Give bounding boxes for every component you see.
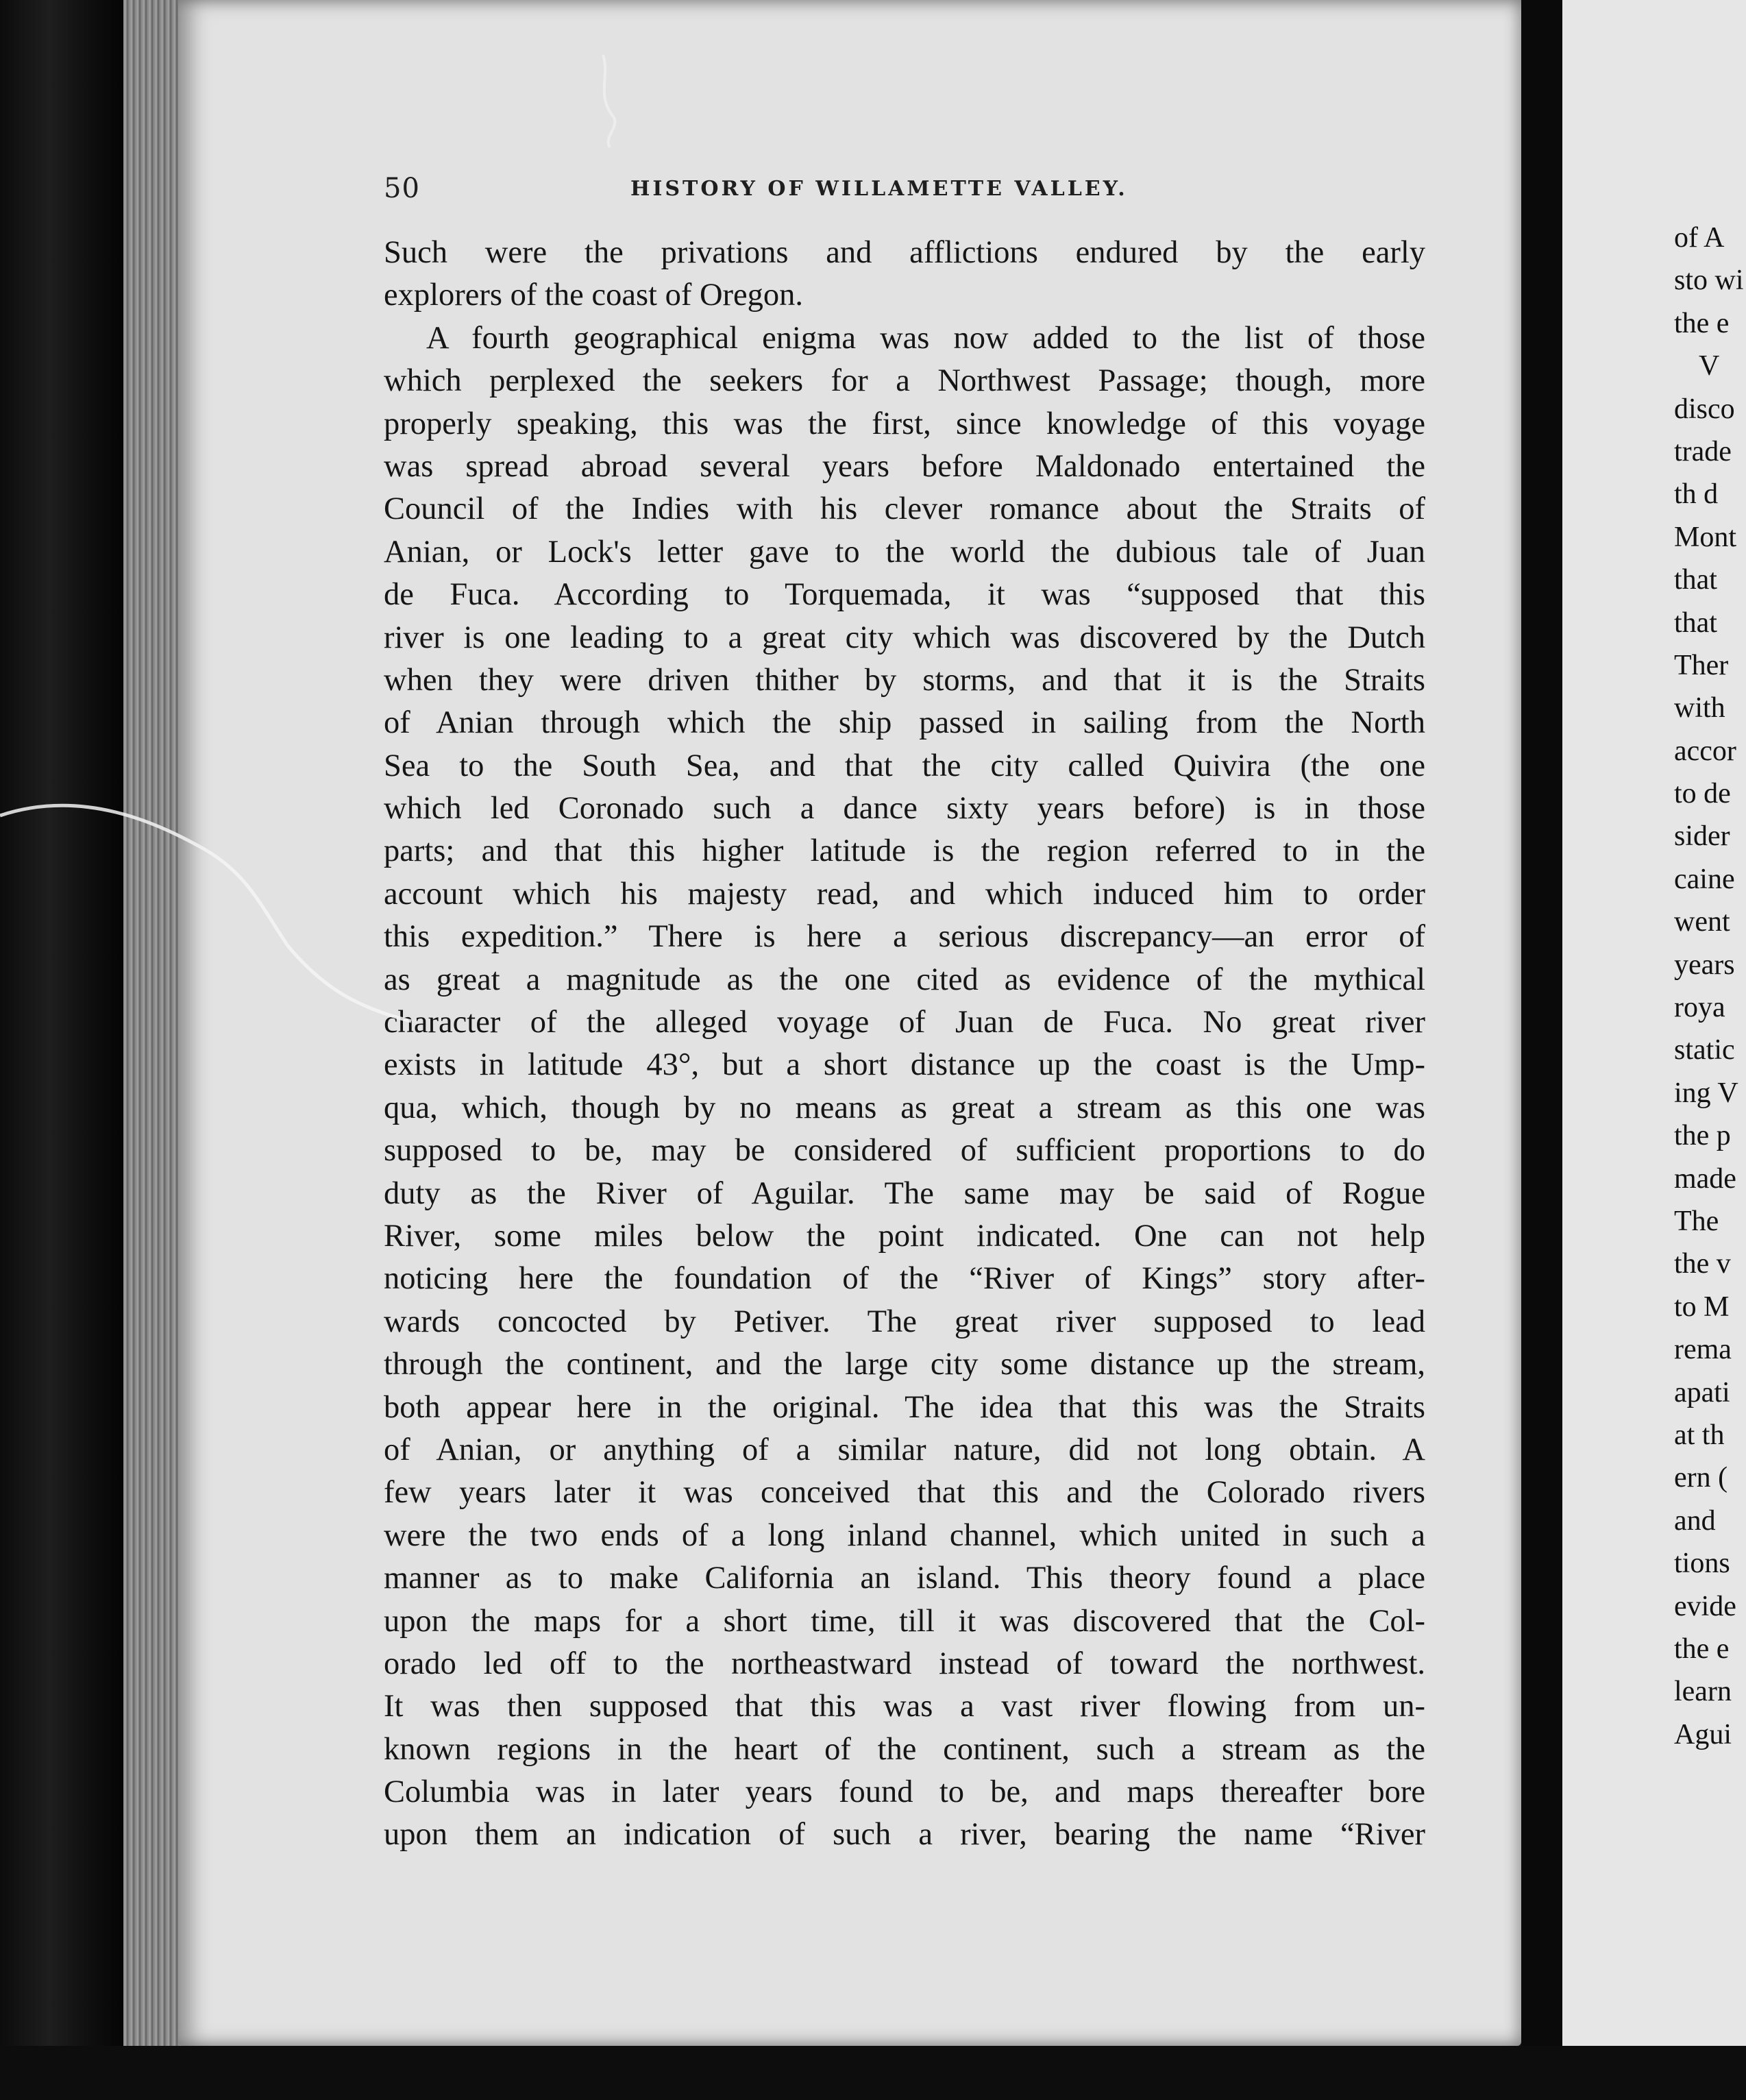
facing-line: of A [1674, 222, 1725, 254]
text-line: through the continent, and the large city some distance up the stream, [384, 1347, 1425, 1382]
text-line: was spread abroad several years before Maldonado entertained the [384, 448, 1425, 484]
facing-line: the e [1674, 1633, 1730, 1665]
text-line: supposed to be, may be considered of sufficient proportions to do [384, 1133, 1425, 1169]
facing-line: disco [1674, 393, 1735, 425]
text-line: Anian, or Lock's letter gave to the world the dubious tale of Juan [384, 534, 1425, 570]
text-line: Sea to the South Sea, and that the city called Quivira (the one [384, 748, 1425, 783]
text-line: parts; and that this higher latitude is the region referred to in the [384, 833, 1425, 869]
text-line: known regions in the heart of the continent, such a stream as the [384, 1731, 1425, 1767]
text-line: both appear here in the original. The idea that this was the Straits [384, 1389, 1425, 1425]
facing-line: tions [1674, 1548, 1730, 1580]
facing-line: that [1674, 607, 1717, 639]
book-edge-shadow [0, 0, 123, 2100]
text-line: when they were driven thither by storms, and that it is the Straits [384, 662, 1425, 698]
facing-line: went [1674, 906, 1730, 938]
text-line: upon them an indication of such a river, bearing the name “River [384, 1817, 1425, 1853]
text-line: wards concocted by Petiver. The great river supposed to lead [384, 1304, 1425, 1339]
text-line: manner as to make California an island. This theory found a place [384, 1561, 1425, 1596]
facing-line: the e [1674, 307, 1730, 339]
text-line: exists in latitude 43°, but a short distance up the coast is the Ump- [384, 1047, 1425, 1083]
facing-line: made [1674, 1162, 1736, 1195]
facing-line: to de [1674, 778, 1731, 810]
text-line: of Anian through which the ship passed in sailing from the North [384, 705, 1425, 741]
text-line: account which his majesty read, and which induced him to order [384, 876, 1425, 912]
text-line: properly speaking, this was the first, since knowledge of this voyage [384, 406, 1425, 441]
text-line: as great a magnitude as the one cited as evidence of the mythical [384, 962, 1425, 997]
book-spine-gap [1521, 0, 1562, 2100]
text-line: which led Coronado such a dance sixty years before) is in those [384, 791, 1425, 827]
facing-line: learn [1674, 1676, 1732, 1708]
facing-line: roya [1674, 992, 1725, 1024]
text-line: this expedition.” There is here a serious discrepancy—an error of [384, 919, 1425, 955]
page-number: 50 [384, 173, 420, 204]
body-text [384, 232, 1425, 1857]
facing-line: Agui [1674, 1718, 1732, 1750]
facing-line: V [1699, 350, 1720, 382]
facing-line: rema [1674, 1334, 1732, 1366]
text-line: It was then supposed that this was a vast river flowing from un- [384, 1689, 1425, 1724]
facing-line: with [1674, 692, 1725, 724]
text-line: orado led off to the northeastward instead of toward the northwest. [384, 1646, 1425, 1681]
facing-line: apati [1674, 1376, 1730, 1408]
text-line: Council of the Indies with his clever romance about the Straits of [384, 491, 1425, 527]
facing-line: static [1674, 1034, 1735, 1066]
text-line: few years later it was conceived that this and the Colorado rivers [384, 1475, 1425, 1511]
text-line: river is one leading to a great city which was discovered by the Dutch [384, 620, 1425, 655]
text-line: noticing here the foundation of the “River of Kings” story after- [384, 1261, 1425, 1297]
facing-line: the v [1674, 1248, 1731, 1280]
text-line: qua, which, though by no means as great a stream as this one was [384, 1090, 1425, 1125]
facing-line: years [1674, 949, 1735, 981]
facing-line: th d [1674, 478, 1719, 511]
text-line: Such were the privations and afflictions endured by the early [384, 235, 1425, 270]
text-line: character of the alleged voyage of Juan de Fuca. No great river [384, 1005, 1425, 1040]
facing-line: caine [1674, 863, 1735, 895]
facing-line: trade [1674, 435, 1732, 467]
facing-line: ern ( [1674, 1462, 1728, 1494]
facing-line: sto wi [1674, 265, 1744, 297]
facing-line: at th [1674, 1419, 1725, 1451]
text-line: explorers of the coast of Oregon. [384, 278, 804, 313]
facing-line: evide [1674, 1590, 1736, 1622]
text-line: which perplexed the seekers for a Northwest Passage; though, more [384, 363, 1425, 399]
facing-line: to M [1674, 1291, 1730, 1323]
facing-page-text [1674, 217, 1746, 1756]
facing-line: The [1674, 1205, 1719, 1237]
running-head [384, 173, 1357, 206]
facing-line: Mont [1674, 521, 1737, 553]
facing-line: that [1674, 564, 1717, 596]
facing-line: ing V [1674, 1077, 1738, 1109]
facing-line: sider [1674, 820, 1730, 853]
text-line: upon the maps for a short time, till it was discovered that the Col- [384, 1603, 1425, 1639]
facing-line: the p [1674, 1120, 1731, 1152]
facing-line: accor [1674, 735, 1736, 767]
text-line: River, some miles below the point indicated. One can not help [384, 1218, 1425, 1254]
facing-line: Ther [1674, 649, 1729, 681]
text-line: duty as the River of Aguilar. The same may be said of Rogue [384, 1175, 1425, 1211]
page-header: HISTORY OF WILLAMETTE VALLEY. [630, 177, 1128, 201]
facing-line: and [1674, 1504, 1716, 1537]
text-line: de Fuca. According to Torquemada, it was “supposed that this [384, 577, 1425, 613]
text-line: Columbia was in later years found to be, and maps thereafter bore [384, 1774, 1425, 1810]
text-line: A fourth geographical enigma was now added to the list of those [426, 320, 1425, 356]
scan-bottom-border [0, 2046, 1746, 2100]
text-line: were the two ends of a long inland channel, which united in such a [384, 1517, 1425, 1553]
text-line: of Anian, or anything of a similar nature, did not long obtain. A [384, 1432, 1425, 1467]
